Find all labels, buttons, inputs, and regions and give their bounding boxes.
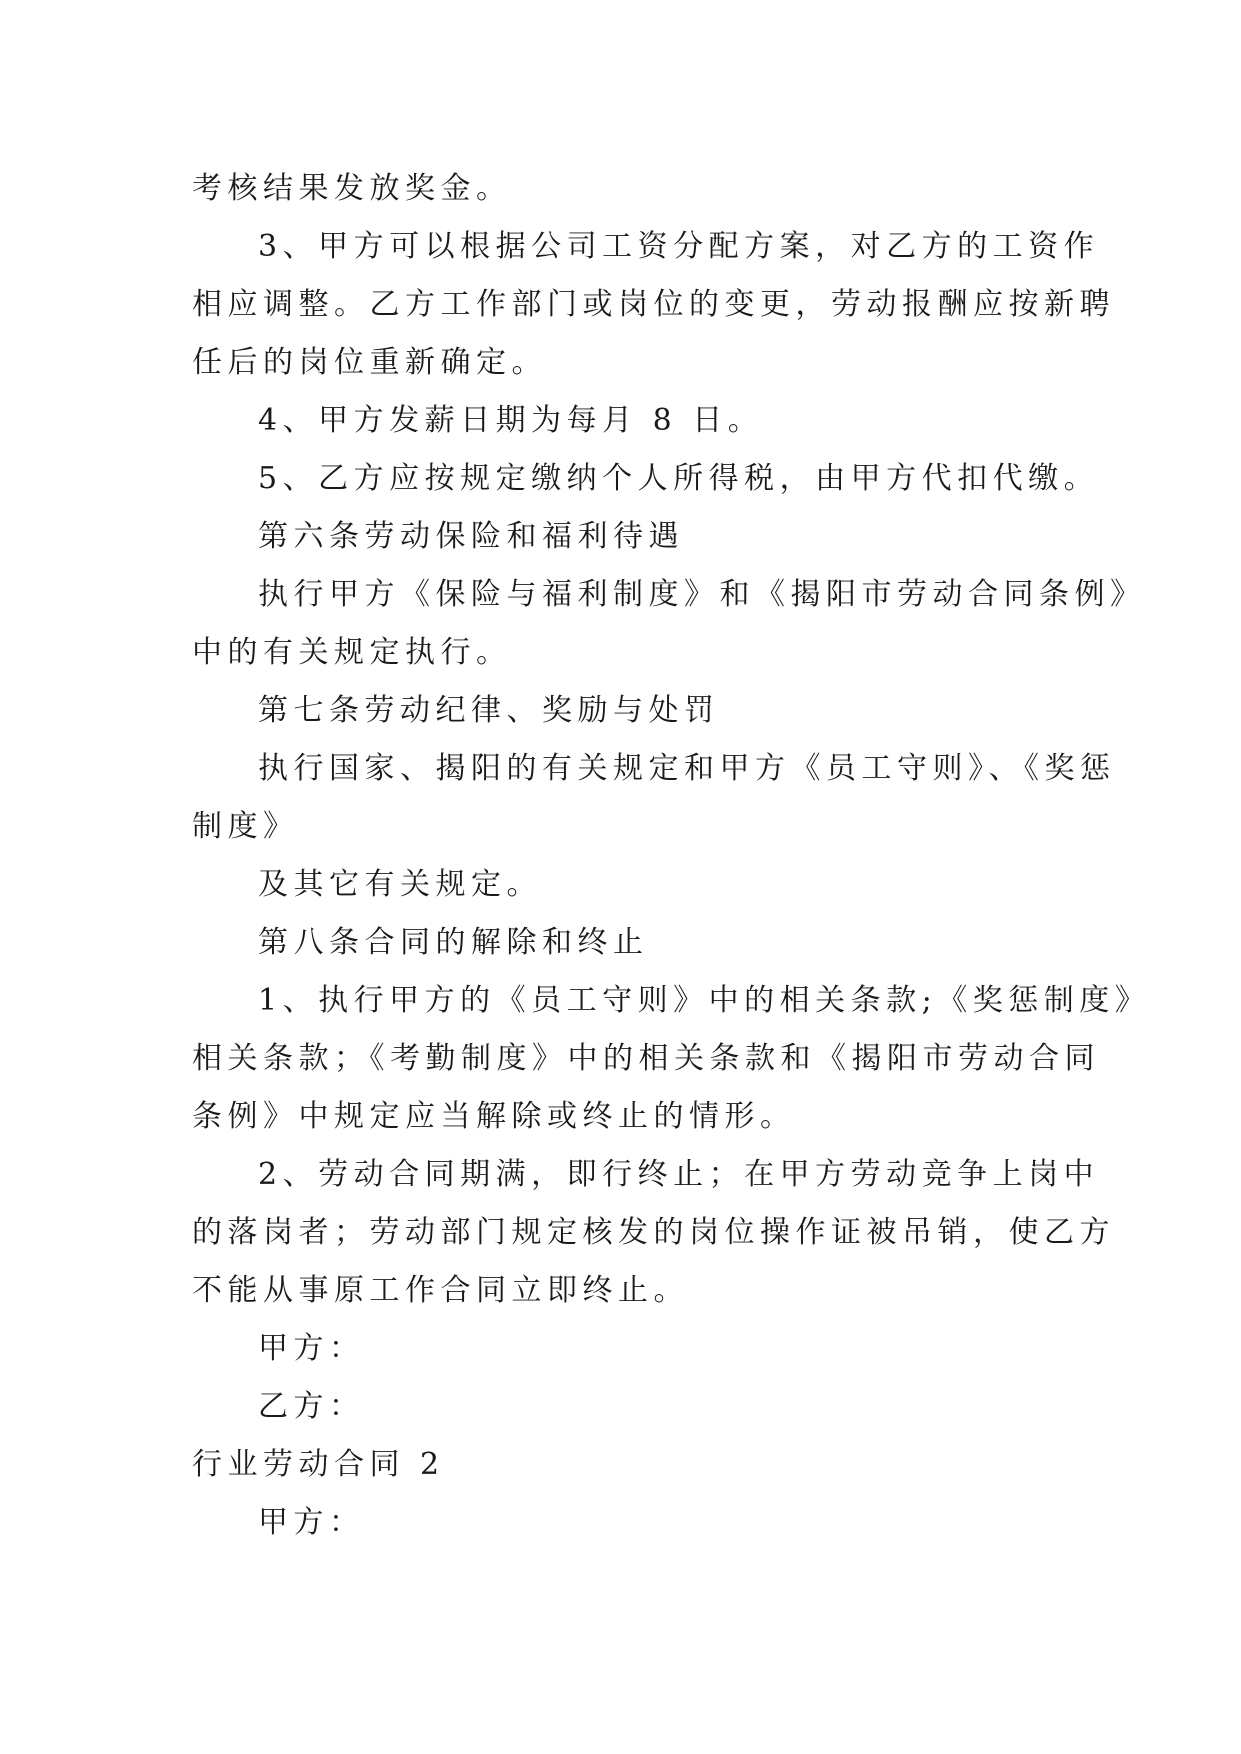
party-a-label: 甲方：: [258, 1505, 365, 1540]
paragraph-line: 制度》: [192, 809, 299, 844]
paragraph-line: 及其它有关规定。: [258, 867, 542, 902]
paragraph-line: 3、甲方可以根据公司工资分配方案，对乙方的工资作: [258, 229, 1100, 264]
paragraph-line: 5、乙方应按规定缴纳个人所得税，由甲方代扣代缴。: [258, 461, 1100, 496]
paragraph-line: 4、甲方发薪日期为每月 8 日。: [258, 403, 764, 438]
section-heading: 第七条劳动纪律、奖励与处罚: [258, 693, 720, 728]
document-subtitle: 行业劳动合同 2: [192, 1447, 445, 1482]
paragraph-line: 执行国家、揭阳的有关规定和甲方《员工守则》、《奖惩: [258, 751, 1116, 786]
paragraph-line: 相关条款；《考勤制度》中的相关条款和《揭阳市劳动合同: [192, 1041, 1100, 1076]
party-a-signature-line: 甲方：: [258, 1331, 365, 1366]
paragraph-line: 2、劳动合同期满，即行终止；在甲方劳动竞争上岗中: [258, 1157, 1100, 1192]
paragraph-line: 不能从事原工作合同立即终止。: [192, 1273, 689, 1308]
paragraph-line: 的落岗者；劳动部门规定核发的岗位操作证被吊销，使乙方: [192, 1215, 1115, 1250]
section-heading: 第六条劳动保险和福利待遇: [258, 519, 684, 554]
paragraph-line: 考核结果发放奖金。: [192, 171, 512, 206]
paragraph-line: 1、执行甲方的《员工守则》中的相关条款;《奖惩制度》: [258, 983, 1151, 1018]
party-b-signature-line: 乙方：: [258, 1389, 365, 1424]
document-body: [192, 160, 1151, 1552]
paragraph-line: 任后的岗位重新确定。: [192, 345, 547, 380]
paragraph-line: 相应调整。乙方工作部门或岗位的变更，劳动报酬应按新聘: [192, 287, 1115, 322]
paragraph-line: 中的有关规定执行。: [192, 635, 512, 670]
paragraph-line: 执行甲方《保险与福利制度》和《揭阳市劳动合同条例》: [258, 577, 1146, 612]
section-heading: 第八条合同的解除和终止: [258, 925, 649, 960]
paragraph-line: 条例》中规定应当解除或终止的情形。: [192, 1099, 796, 1134]
